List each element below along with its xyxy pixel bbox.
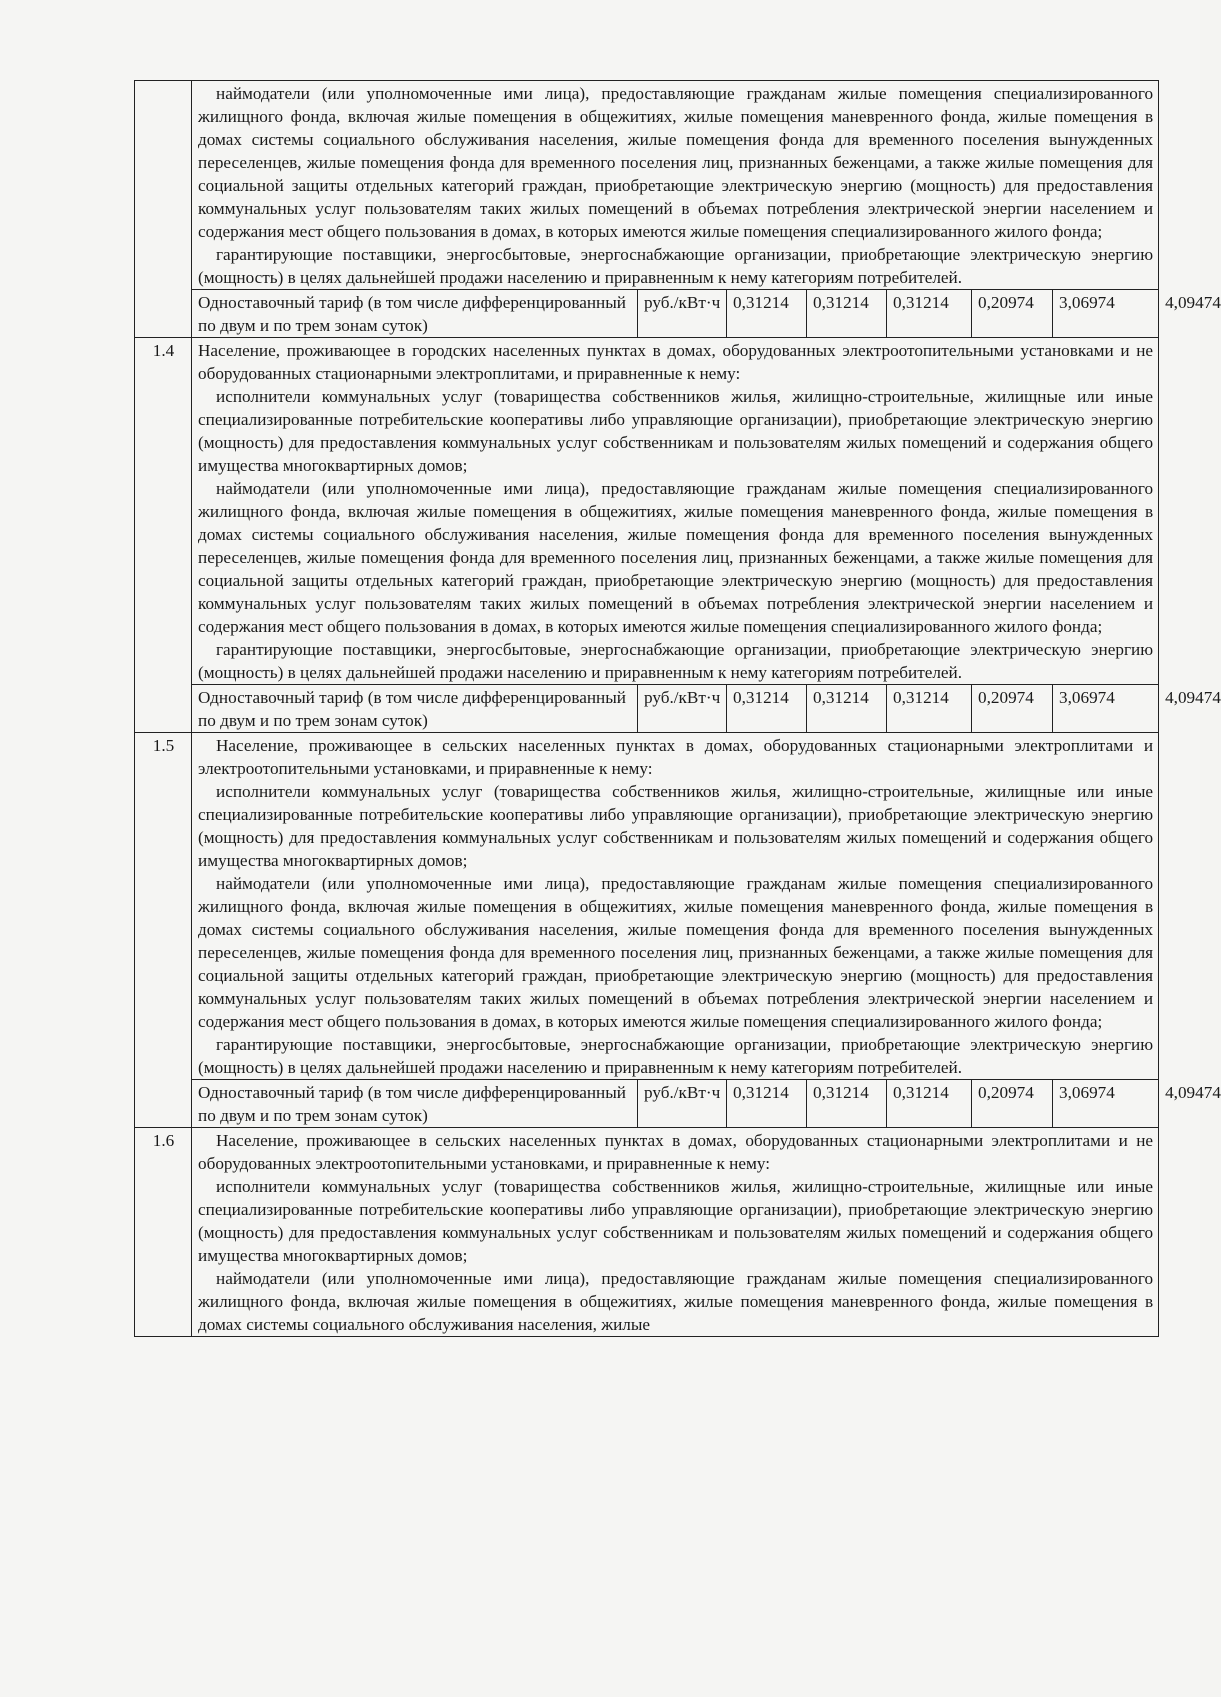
tariff-value: 0,31214 <box>807 1080 887 1128</box>
tariff-value: 0,20974 <box>972 1080 1053 1128</box>
row-number <box>135 81 192 338</box>
tariff-table <box>134 80 1221 1337</box>
paragraph: исполнители коммунальных услуг (товарищества собственников жилья, жилищно-строительные, жилищные или иные специализированные потребительские кооперативы либо управляющие организации), приобретающие электрическую энергию (мощность) для предоставления коммунальных услуг собственникам и пользователям жилых помещений и содержания общего имущества многоквартирных домов; <box>198 1177 1154 1265</box>
category-description <box>192 1128 1159 1337</box>
tariff-name-line: и по трем зонам суток) <box>259 711 428 730</box>
tariff-unit: руб./кВт·ч <box>638 685 727 733</box>
paragraph: наймодатели (или уполномоченные ими лица), предоставляющие гражданам жилые помещения специализированного жилищного фонда, включая жилые помещения в общежитиях, жилые помещения маневренного фонда, жилые помещения в домах системы социального обслуживания населения, жилые <box>198 1269 1154 1334</box>
paragraph: Население, проживающее в сельских населенных пунктах в домах, оборудованных стационарными электроплитами и не оборудованных электроотопительными установками, и приравненные к нему: <box>198 1131 1154 1173</box>
category-description <box>192 733 1159 1080</box>
tariff-value: 3,06974 <box>1053 685 1159 733</box>
paragraph: гарантирующие поставщики, энергосбытовые, энергоснабжающие организации, приобретающие электрическую энергию (мощность) в целях дальнейшей продажи населению и приравненным к нему категориям потребителей. <box>198 1035 1154 1077</box>
tariff-value: 0,31214 <box>807 290 887 338</box>
tariff-name-line: Одноставочный тариф (в том числе <box>198 1083 459 1102</box>
category-description <box>192 81 1159 290</box>
text-row <box>135 733 1159 1080</box>
tariff-value: 0,31214 <box>727 1080 807 1128</box>
tariff-name-line: и по трем зонам суток) <box>259 316 428 335</box>
paragraph: гарантирующие поставщики, энергосбытовые, энергоснабжающие организации, приобретающие электрическую энергию (мощность) в целях дальнейшей продажи населению и приравненным к нему категориям потребителей. <box>198 245 1154 287</box>
tariff-name-line: дифференцированный по двум <box>198 293 626 335</box>
tariff-name-line: дифференцированный по двум <box>198 688 626 730</box>
tariff-value: 3,06974 <box>1053 290 1159 338</box>
paragraph: Население, проживающее в городских населенных пунктах в домах, оборудованных электроотопительными установками и не оборудованных стационарными электроплитами, и приравненные к нему: <box>198 341 1154 383</box>
row-number: 1.6 <box>135 1128 192 1337</box>
tariff-name <box>192 290 638 338</box>
tariff-value: 0,31214 <box>887 1080 972 1128</box>
tariff-row: Одноставочный тариф (в том числе дифференцированный по двум и по трем зонам суток) руб./кВт·ч 0,31214 0,31214 0,31214 0,20974 3,06974 4,09474 <box>135 1080 1159 1128</box>
tariff-value: 0,31214 <box>727 290 807 338</box>
tariff-value: 0,31214 <box>887 685 972 733</box>
paragraph: наймодатели (или уполномоченные ими лица), предоставляющие гражданам жилые помещения специализированного жилищного фонда, включая жилые помещения в общежитиях, жилые помещения маневренного фонда, жилые помещения в домах системы социального обслуживания населения, жилые помещения фонда для временного поселения вынужденных переселенцев, жилые помещения фонда для временного поселения лиц, признанных беженцами, а также жилые помещения для социальной защиты отдельных категорий граждан, приобретающие электрическую энергию (мощность) для предоставления коммунальных услуг пользователям таких жилых помещений в объемах потребления электрической энергии населением и содержания мест общего пользования в домах, в которых имеются жилые помещения специализированного жилого фонда; <box>198 84 1154 241</box>
paragraph: гарантирующие поставщики, энергосбытовые, энергоснабжающие организации, приобретающие электрическую энергию (мощность) в целях дальнейшей продажи населению и приравненным к нему категориям потребителей. <box>198 640 1154 682</box>
tariff-value: 0,20974 <box>972 685 1053 733</box>
text-row <box>135 1128 1159 1337</box>
tariff-name-line: Одноставочный тариф (в том числе <box>198 688 459 707</box>
tariff-value: 0,31214 <box>887 290 972 338</box>
paragraph: Население, проживающее в сельских населенных пунктах в домах, оборудованных стационарными электроплитами и электроотопительными установками, и приравненные к нему: <box>198 736 1154 778</box>
paragraph: исполнители коммунальных услуг (товарищества собственников жилья, жилищно-строительные, жилищные или иные специализированные потребительские кооперативы либо управляющие организации), приобретающие электрическую энергию (мощность) для предоставления коммунальных услуг собственникам и пользователям жилых помещений и содержания общего имущества многоквартирных домов; <box>198 387 1154 475</box>
tariff-value: 0,31214 <box>727 685 807 733</box>
row-number: 1.4 <box>135 338 192 733</box>
tariff-unit: руб./кВт·ч <box>638 1080 727 1128</box>
text-row <box>135 81 1159 290</box>
tariff-row: Одноставочный тариф (в том числе дифференцированный по двум и по трем зонам суток) руб./кВт·ч 0,31214 0,31214 0,31214 0,20974 3,06974 4,09474 <box>135 685 1159 733</box>
paragraph: исполнители коммунальных услуг (товарищества собственников жилья, жилищно-строительные, жилищные или иные специализированные потребительские кооперативы либо управляющие организации), приобретающие электрическую энергию (мощность) для предоставления коммунальных услуг собственникам и пользователям жилых помещений и содержания общего имущества многоквартирных домов; <box>198 782 1154 870</box>
tariff-name-line: Одноставочный тариф (в том числе <box>198 293 459 312</box>
tariff-name <box>192 685 638 733</box>
tariff-value: 0,20974 <box>972 290 1053 338</box>
tariff-value: 3,06974 <box>1053 1080 1159 1128</box>
tariff-unit: руб./кВт·ч <box>638 290 727 338</box>
row-number: 1.5 <box>135 733 192 1128</box>
tariff-row: Одноставочный тариф (в том числе дифференцированный по двум и по трем зонам суток) руб./кВт·ч 0,31214 0,31214 0,31214 0,20974 3,06974 4,09474 <box>135 290 1159 338</box>
tariff-value: 0,31214 <box>807 685 887 733</box>
paragraph: наймодатели (или уполномоченные ими лица), предоставляющие гражданам жилые помещения специализированного жилищного фонда, включая жилые помещения в общежитиях, жилые помещения маневренного фонда, жилые помещения в домах системы социального обслуживания населения, жилые помещения фонда для временного поселения вынужденных переселенцев, жилые помещения фонда для временного поселения лиц, признанных беженцами, а также жилые помещения для социальной защиты отдельных категорий граждан, приобретающие электрическую энергию (мощность) для предоставления коммунальных услуг пользователям таких жилых помещений в объемах потребления электрической энергии населением и содержания мест общего пользования в домах, в которых имеются жилые помещения специализированного жилого фонда; <box>198 874 1154 1031</box>
tariff-name-line: дифференцированный по двум <box>198 1083 626 1125</box>
tariff-name <box>192 1080 638 1128</box>
category-description <box>192 338 1159 685</box>
tariff-name-line: и по трем зонам суток) <box>259 1106 428 1125</box>
paragraph: наймодатели (или уполномоченные ими лица), предоставляющие гражданам жилые помещения специализированного жилищного фонда, включая жилые помещения в общежитиях, жилые помещения маневренного фонда, жилые помещения в домах системы социального обслуживания населения, жилые помещения фонда для временного поселения вынужденных переселенцев, жилые помещения фонда для временного поселения лиц, признанных беженцами, а также жилые помещения для социальной защиты отдельных категорий граждан, приобретающие электрическую энергию (мощность) для предоставления коммунальных услуг пользователям таких жилых помещений в объемах потребления электрической энергии населением и содержания мест общего пользования в домах, в которых имеются жилые помещения специализированного жилого фонда; <box>198 479 1154 636</box>
text-row <box>135 338 1159 685</box>
